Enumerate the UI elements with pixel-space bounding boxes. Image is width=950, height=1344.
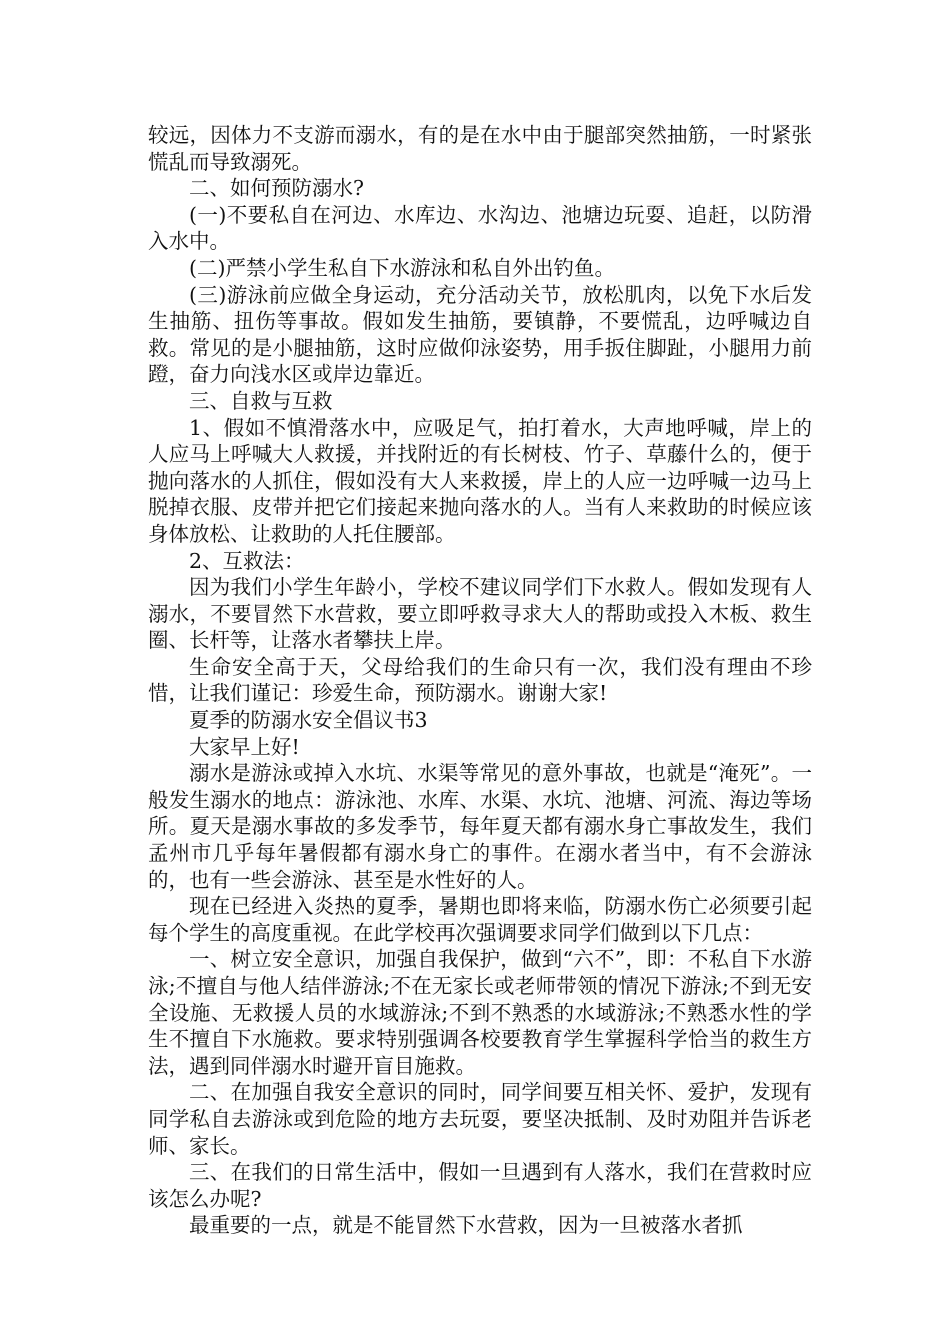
document-subtitle: 夏季的防溺水安全倡议书3 xyxy=(189,708,428,733)
paragraph: 2、互救法： xyxy=(189,548,305,573)
paragraph: (二)严禁小学生私自下水游泳和私自外出钓鱼。 xyxy=(189,255,615,280)
paragraph: (三)游泳前应做全身运动，充分活动关节，放松肌肉，以免下水后发生抽筋、扭伤等事故。假如发生抽筋，要镇静，不要慌乱，边呼喊边自救。常见的是小腿抽筋，这时应做仰泳姿势，用手扳住脚趾，小腿用力前蹬，奋力向浅水区或岸边靠近。 xyxy=(148,282,812,387)
document-body xyxy=(148,122,812,1239)
paragraph: 较远，因体力不支游而溺水，有的是在水中由于腿部突然抽筋，一时紧张慌乱而导致溺死。 xyxy=(148,123,812,174)
paragraph: 最重要的一点，就是不能冒然下水营救，因为一旦被落水者抓 xyxy=(189,1213,743,1238)
paragraph: 1、假如不慎滑落水中，应吸足气，拍打着水，大声地呼喊，岸上的人应马上呼喊大人救援，并找附近的有长树枝、竹子、草藤什么的，便于抛向落水的人抓住，假如没有大人来救援，岸上的人应一边呼喊一边马上脱掉衣服、皮带并把它们接起来抛向落水的人。当有人来救助的时候应该身体放松、让救助的人托住腰部。 xyxy=(148,415,812,546)
paragraph: 生命安全高于天，父母给我们的生命只有一次，我们没有理由不珍惜，让我们谨记：珍爱生命，预防溺水。谢谢大家! xyxy=(148,654,812,706)
paragraph: 现在已经进入炎热的夏季，暑期也即将来临，防溺水伤亡必须要引起每个学生的高度重视。在此学校再次强调要求同学们做到以下几点： xyxy=(148,894,812,945)
greeting: 大家早上好! xyxy=(189,734,300,759)
paragraph: 三、在我们的日常生活中，假如一旦遇到有人落水，我们在营救时应该怎么办呢? xyxy=(148,1160,812,1211)
section-heading: 三、自救与互救 xyxy=(189,388,333,413)
paragraph: 因为我们小学生年龄小，学校不建议同学们下水救人。假如发现有人溺水，不要冒然下水营救，要立即呼救寻求大人的帮助或投入木板、救生圈、长杆等，让落水者攀扶上岸。 xyxy=(148,575,812,653)
paragraph: (一)不要私自在河边、水库边、水沟边、池塘边玩耍、追赶，以防滑入水中。 xyxy=(148,202,812,254)
paragraph: 一、树立安全意识，加强自我保护，做到“六不”，即：不私自下水游泳;不擅自与他人结伴游泳;不在无家长或老师带领的情况下游泳;不到无安全设施、无救援人员的水域游泳;不到不熟悉的水域游泳;不熟悉水性的学生不擅自下水施救。要求特别强调各校要教育学生掌握科学恰当的救生方法，遇到同伴溺水时避开盲目施救。 xyxy=(148,947,812,1078)
section-heading: 二、如何预防溺水? xyxy=(189,176,364,201)
paragraph: 二、在加强自我安全意识的同时，同学间要互相关怀、爱护，发现有同学私自去游泳或到危险的地方去玩耍，要坚决抵制、及时劝阻并告诉老师、家长。 xyxy=(148,1080,812,1158)
paragraph: 溺水是游泳或掉入水坑、水渠等常见的意外事故，也就是“淹死”。一般发生溺水的地点：游泳池、水库、水渠、水坑、池塘、河流、海边等场所。夏天是溺水事故的多发季节，每年夏天都有溺水身亡事故发生，我们孟州市几乎每年暑假都有溺水身亡的事件。在溺水者当中，有不会游泳的，也有一些会游泳、甚至是水性好的人。 xyxy=(148,761,812,892)
